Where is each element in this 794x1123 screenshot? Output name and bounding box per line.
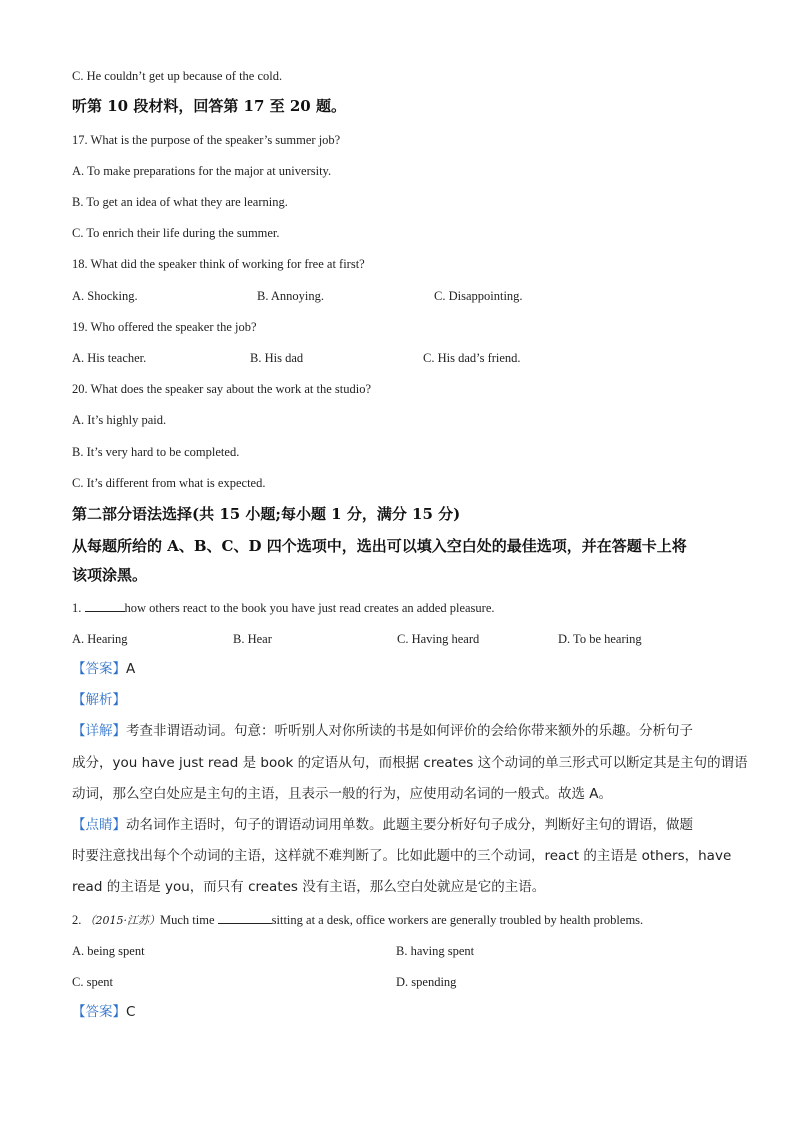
- q1-detail-line1: [72, 722, 693, 740]
- q2-stem: [72, 912, 643, 929]
- part2-instruction-line1: 从每题所给的 A、B、C、D 四个选项中，选出可以填入空白处的最佳选项，并在答题卡上将: [72, 537, 687, 555]
- q19-option-c: C. His dad’s friend.: [423, 351, 521, 365]
- q18-option-a: A. Shocking.: [72, 289, 138, 303]
- q1-tip-line1: [72, 816, 693, 834]
- q17-stem: 17. What is the purpose of the speaker’s summer job?: [72, 133, 341, 147]
- q1-tip-line3: read 的主语是 you，而只有 creates 没有主语，那么空白处就应是它的主语。: [72, 879, 546, 895]
- part2-instruction-line2: 该项涂黑。: [72, 566, 148, 584]
- q1-option-a: A. Hearing: [72, 632, 128, 646]
- q16-option-c: C. He couldn’t get up because of the cold.: [72, 69, 283, 83]
- answer-tag: 【答案】: [72, 1004, 126, 1020]
- q1-option-d: D. To be hearing: [558, 632, 642, 646]
- q2-stem-text: sitting at a desk, office workers are generally troubled by health problems.: [271, 913, 644, 927]
- analysis-tag: 【解析】: [72, 692, 126, 708]
- answer-tag: 【答案】: [72, 661, 126, 677]
- q18-option-c: C. Disappointing.: [434, 289, 523, 303]
- q2-option-d: D. spending: [396, 975, 457, 989]
- q1-detail-text1: 考查非谓语动词。句意：听听别人对你所读的书是如何评价的会给你带来额外的乐趣。分析句子: [126, 723, 693, 739]
- q1-analysis-heading: [72, 691, 126, 709]
- q19-option-a: A. His teacher.: [72, 351, 147, 365]
- q19-stem: 19. Who offered the speaker the job?: [72, 320, 257, 334]
- q1-tip-line2: 时要注意找出每个个动词的主语，这样就不难判断了。比如此题中的三个动词，react 的主语是 others，have: [72, 848, 732, 864]
- q17-option-b: B. To get an idea of what they are learning.: [72, 195, 288, 209]
- q1-detail-line3: 动词，那么空白处应是主句的主语，且表示一般的行为，应使用动名词的一般式。故选 A。: [72, 786, 613, 802]
- q1-answer-value: A: [126, 661, 136, 677]
- q20-option-c: C. It’s different from what is expected.: [72, 476, 266, 490]
- q1-stem: [72, 600, 495, 616]
- q1-number: 1.: [72, 601, 85, 615]
- q2-source: （2015·江苏）: [84, 914, 160, 927]
- q17-option-c: C. To enrich their life during the summer.: [72, 226, 280, 240]
- q17-option-a: A. To make preparations for the major at university.: [72, 164, 332, 178]
- q1-answer: [72, 660, 135, 678]
- q2-option-a: A. being spent: [72, 944, 145, 958]
- q20-option-b: B. It’s very hard to be completed.: [72, 445, 240, 459]
- part2-title: 第二部分语法选择(共 15 小题;每小题 1 分，满分 15 分): [72, 505, 461, 523]
- q19-option-b: B. His dad: [250, 351, 304, 365]
- q18-stem: 18. What did the speaker think of working for free at first?: [72, 257, 365, 271]
- q2-blank: [218, 923, 272, 924]
- detail-tag: 【详解】: [72, 723, 126, 739]
- q20-stem: 20. What does the speaker say about the work at the studio?: [72, 382, 371, 396]
- q18-option-b: B. Annoying.: [257, 289, 325, 303]
- q20-option-a: A. It’s highly paid.: [72, 413, 167, 427]
- q1-option-c: C. Having heard: [397, 632, 480, 646]
- tip-tag: 【点睛】: [72, 817, 126, 833]
- q2-option-c: C. spent: [72, 975, 113, 989]
- q1-stem-text: how others react to the book you have just read creates an added pleasure.: [124, 601, 495, 615]
- q2-answer-value: C: [126, 1004, 136, 1020]
- q2-option-b: B. having spent: [396, 944, 475, 958]
- q2-answer: [72, 1003, 135, 1021]
- section-10-heading: 听第 10 段材料，回答第 17 至 20 题。: [72, 97, 346, 115]
- q1-option-b: B. Hear: [233, 632, 272, 646]
- q1-detail-line2: 成分，you have just read 是 book 的定语从句，而根据 creates 这个动词的单三形式可以断定其是主句的谓语: [72, 755, 748, 771]
- q1-blank: [85, 611, 125, 612]
- q1-tip-text1: 动名词作主语时，句子的谓语动词用单数。此题主要分析好句子成分，判断好主句的谓语，做题: [126, 817, 693, 833]
- q2-number: 2.: [72, 913, 85, 927]
- q2-stem-pre: Much time: [160, 913, 218, 927]
